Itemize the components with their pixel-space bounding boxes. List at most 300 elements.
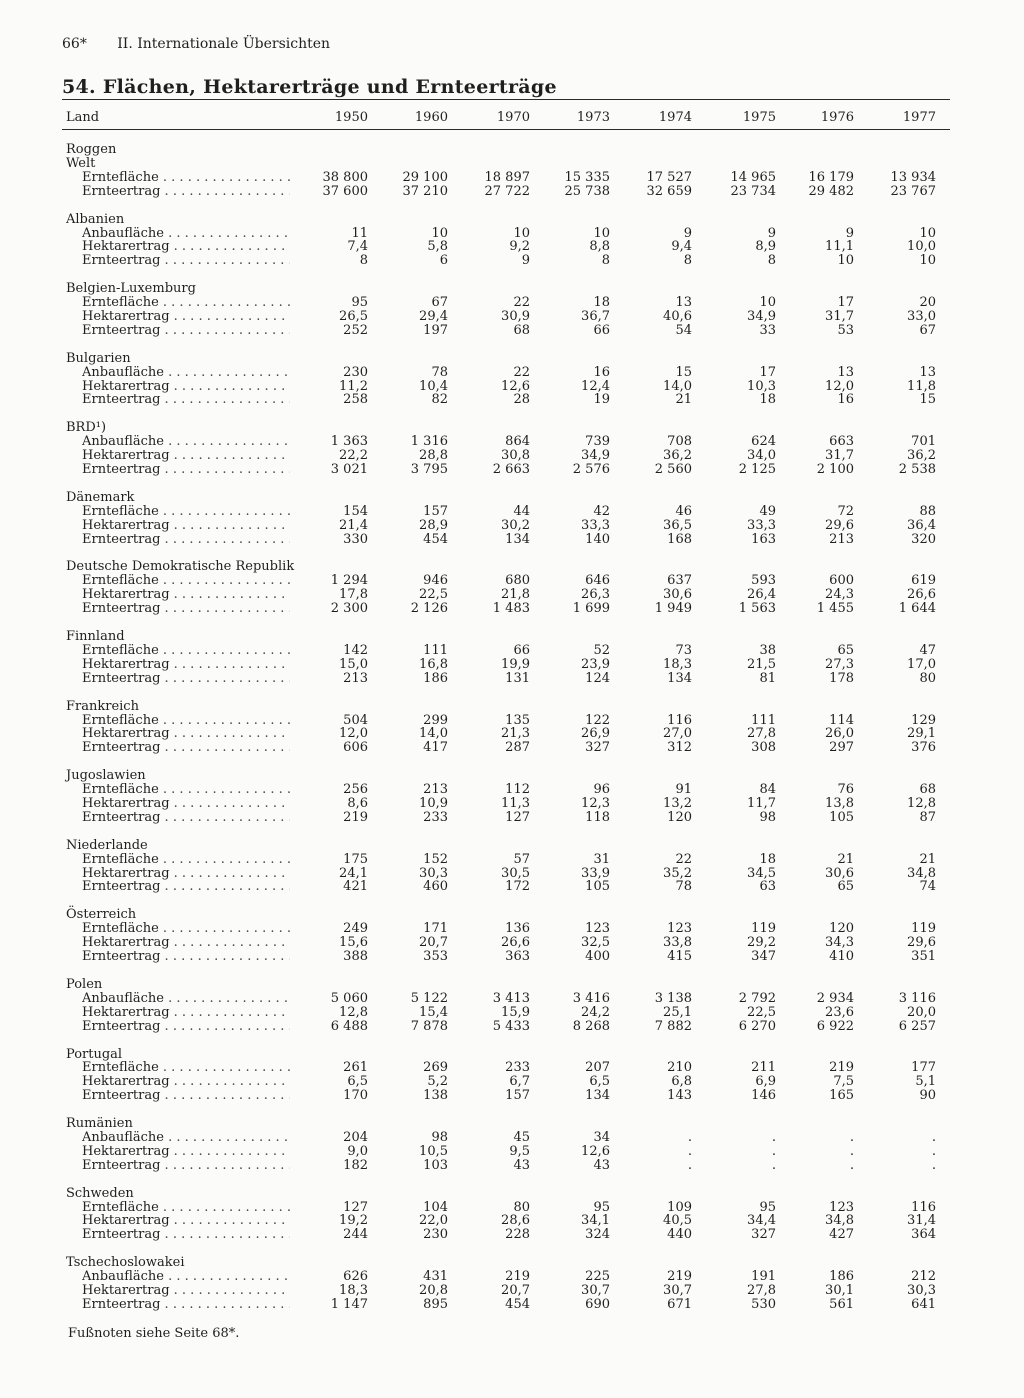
row-label: Ernteertrag . . . [82, 393, 290, 407]
year-header: 1975 [742, 110, 776, 125]
country-group [62, 978, 952, 1034]
row-label: Anbaufläche . . . [82, 1131, 290, 1145]
table-cell: 204 [343, 1130, 368, 1146]
table-cell: 431 [423, 1269, 448, 1285]
table-row [62, 296, 952, 310]
table-cell: 33,0 [907, 308, 936, 324]
year-header: 1973 [576, 110, 610, 125]
row-label: Ernteertrag . . . [82, 672, 290, 686]
table-row [62, 463, 952, 477]
table-cell: 606 [343, 740, 368, 756]
table-cell: . [771, 1130, 776, 1146]
table-cell: 31 [593, 851, 610, 867]
table-cell: 261 [343, 1060, 368, 1076]
table-cell: 10,5 [419, 1143, 448, 1159]
table-cell: 13,2 [663, 796, 692, 812]
country-group [62, 352, 952, 408]
table-cell: 12,4 [581, 378, 610, 394]
country-name: Welt [66, 155, 96, 171]
table-cell: 34,8 [825, 1213, 854, 1229]
table-row [62, 519, 952, 533]
table-cell: 31,7 [825, 448, 854, 464]
table-cell: 17,8 [339, 587, 368, 603]
row-label: Erntefläche . . . [82, 1201, 290, 1215]
table-cell: 123 [829, 1199, 854, 1215]
row-label: Ernteertrag . . . [82, 1020, 290, 1034]
country-group [62, 282, 952, 338]
table-cell: 19 [593, 392, 610, 408]
row-label: Ernteertrag . . . [82, 741, 290, 755]
table-cell: 136 [505, 921, 530, 937]
table-cell: 504 [343, 712, 368, 728]
table-cell: 8 [359, 253, 368, 269]
table-cell: 9 [683, 225, 692, 241]
table-cell: 27,8 [747, 1283, 776, 1299]
table-cell: 10 [431, 225, 448, 241]
table-cell: 80 [919, 670, 936, 686]
row-label: Anbaufläche . . . [82, 992, 290, 1006]
table-cell: 33 [759, 322, 776, 338]
table-cell: 105 [829, 809, 854, 825]
table-cell: 30,8 [501, 448, 530, 464]
table-cell: 12,6 [501, 378, 530, 394]
table-cell: 13 [837, 364, 854, 380]
table-cell: 249 [343, 921, 368, 937]
table-cell: 8 268 [572, 1018, 610, 1034]
table-cell: 9,0 [347, 1143, 368, 1159]
table-cell: 124 [585, 670, 610, 686]
country-name: Österreich [66, 907, 137, 923]
table-row [62, 380, 952, 394]
year-header: 1974 [658, 110, 692, 125]
table-cell: 23 734 [730, 183, 776, 199]
table-row [62, 936, 952, 950]
table-cell: 21 [919, 851, 936, 867]
table-cell: 10 [513, 225, 530, 241]
row-label: Hektarertrag . . . [82, 797, 290, 811]
table-row [62, 449, 952, 463]
table-cell: 24,1 [339, 865, 368, 881]
table-cell: 320 [911, 531, 936, 547]
table-cell: 119 [911, 921, 936, 937]
row-label: Hektarertrag . . . [82, 310, 290, 324]
table-cell: 32,5 [581, 935, 610, 951]
table-cell: 427 [829, 1227, 854, 1243]
table-cell: 13 934 [890, 169, 936, 185]
table-cell: . [849, 1130, 854, 1146]
table-cell: 388 [343, 949, 368, 965]
table-cell: 6,9 [755, 1074, 776, 1090]
table-row [62, 574, 952, 588]
table-cell: 20,8 [419, 1283, 448, 1299]
table-cell: 103 [423, 1157, 448, 1173]
table-cell: 34,9 [747, 308, 776, 324]
row-label: Erntefläche . . . [82, 1061, 290, 1075]
table-cell: 66 [593, 322, 610, 338]
table-cell: 182 [343, 1157, 368, 1173]
table-cell: 38 [759, 642, 776, 658]
row-label: Hektarertrag . . . [82, 588, 290, 602]
table-cell: 131 [505, 670, 530, 686]
table-cell: 111 [423, 642, 448, 658]
row-label: Hektarertrag . . . [82, 1214, 290, 1228]
table-cell: 31,4 [907, 1213, 936, 1229]
row-label: Hektarertrag . . . [82, 1284, 290, 1298]
table-cell: 210 [667, 1060, 692, 1076]
row-label: Ernteertrag . . . [82, 463, 290, 477]
country-name: Polen [66, 976, 103, 992]
table-row [62, 1159, 952, 1173]
table-cell: 25 738 [564, 183, 610, 199]
table-cell: 12,6 [581, 1143, 610, 1159]
table-cell: 14 965 [730, 169, 776, 185]
table-cell: 364 [911, 1227, 936, 1243]
table-cell: 105 [585, 879, 610, 895]
table-cell: 157 [505, 1088, 530, 1104]
table-cell: 27,8 [747, 726, 776, 742]
table-cell: 36,2 [907, 448, 936, 464]
table-cell: 600 [829, 573, 854, 589]
table-cell: 84 [759, 782, 776, 798]
table-cell: 252 [343, 322, 368, 338]
table-cell: 87 [919, 809, 936, 825]
row-label: Hektarertrag . . . [82, 658, 290, 672]
table-cell: 18,3 [339, 1283, 368, 1299]
table-cell: 23,9 [581, 656, 610, 672]
table-cell: 30,3 [419, 865, 448, 881]
table-cell: 36,7 [581, 308, 610, 324]
table-cell: 16 179 [808, 169, 854, 185]
table-cell: 114 [829, 712, 854, 728]
row-label: Hektarertrag . . . [82, 240, 290, 254]
table-row [62, 171, 952, 185]
table-cell: 127 [343, 1199, 368, 1215]
table-cell: 17,0 [907, 656, 936, 672]
table-cell: 22,5 [419, 587, 448, 603]
table-cell: 1 699 [572, 601, 610, 617]
year-header: 1960 [414, 110, 448, 125]
table-cell: 15,9 [501, 1004, 530, 1020]
table-cell: 646 [585, 573, 610, 589]
row-label: Hektarertrag . . . [82, 1075, 290, 1089]
table-cell: 163 [751, 531, 776, 547]
country-name: Portugal [66, 1046, 123, 1062]
table-cell: 624 [751, 434, 776, 450]
row-label: Anbaufläche . . . [82, 227, 290, 241]
table-cell: 12,0 [825, 378, 854, 394]
table-cell: 143 [667, 1088, 692, 1104]
table-cell: 6 488 [330, 1018, 368, 1034]
table-cell: 593 [751, 573, 776, 589]
table-cell: 219 [829, 1060, 854, 1076]
table-cell: 10,9 [419, 796, 448, 812]
table-cell: 211 [751, 1060, 776, 1076]
table-row [62, 853, 952, 867]
table-cell: . [687, 1157, 692, 1173]
table-cell: 116 [667, 712, 692, 728]
table-cell: 2 100 [816, 462, 854, 478]
table-cell: 111 [751, 712, 776, 728]
table-cell: 29 482 [808, 183, 854, 199]
table-row [62, 1214, 952, 1228]
table-cell: 30,6 [663, 587, 692, 603]
table-cell: 21,3 [501, 726, 530, 742]
table-row [62, 922, 952, 936]
table-cell: 29,1 [907, 726, 936, 742]
table-cell: 20,0 [907, 1004, 936, 1020]
table-cell: 178 [829, 670, 854, 686]
table-cell: 258 [343, 392, 368, 408]
table-row [62, 1131, 952, 1145]
table-cell: 1 644 [898, 601, 936, 617]
table-row [62, 880, 952, 894]
table-cell: 10 [837, 253, 854, 269]
table-cell: 31,7 [825, 308, 854, 324]
table-cell: 37 600 [322, 183, 368, 199]
table-cell: 43 [513, 1157, 530, 1173]
table-cell: 10,3 [747, 378, 776, 394]
table-cell: 6 922 [816, 1018, 854, 1034]
table-cell: 186 [829, 1269, 854, 1285]
crop-label: Roggen [66, 142, 117, 157]
row-label: Erntefläche . . . [82, 783, 290, 797]
table-cell: 410 [829, 949, 854, 965]
table-cell: 22 [675, 851, 692, 867]
table-cell: 30,9 [501, 308, 530, 324]
row-label: Anbaufläche . . . [82, 366, 290, 380]
table-cell: 1 949 [654, 601, 692, 617]
table-cell: 15 335 [564, 169, 610, 185]
table-row [62, 950, 952, 964]
table-row [62, 505, 952, 519]
table-cell: 6 [439, 253, 448, 269]
table-row [62, 1284, 952, 1298]
row-label: Hektarertrag . . . [82, 936, 290, 950]
table-cell: 30,7 [663, 1283, 692, 1299]
row-label: Erntefläche . . . [82, 505, 290, 519]
table-cell: 11,1 [825, 239, 854, 255]
table-cell: 74 [919, 879, 936, 895]
table-cell: 146 [751, 1088, 776, 1104]
table-cell: 12,8 [907, 796, 936, 812]
table-cell: 9 [521, 253, 530, 269]
table-cell: . [849, 1143, 854, 1159]
table-cell: 233 [423, 809, 448, 825]
table-cell: 109 [667, 1199, 692, 1215]
table-cell: 1 316 [410, 434, 448, 450]
table-cell: 112 [505, 782, 530, 798]
table-cell: 120 [667, 809, 692, 825]
table-cell: 5 060 [330, 990, 368, 1006]
table-cell: 30,5 [501, 865, 530, 881]
table-cell: 13 [675, 295, 692, 311]
country-group [62, 908, 952, 964]
row-label: Ernteertrag . . . [82, 1159, 290, 1173]
table-cell: 152 [423, 851, 448, 867]
table-cell: 18 897 [484, 169, 530, 185]
table-cell: 98 [759, 809, 776, 825]
row-label: Erntefläche . . . [82, 644, 290, 658]
table-cell: 197 [423, 322, 448, 338]
table-cell: 123 [667, 921, 692, 937]
table-cell: 19,2 [339, 1213, 368, 1229]
country-group [62, 213, 952, 269]
table-row [62, 1145, 952, 1159]
table-cell: 212 [911, 1269, 936, 1285]
table-cell: 9,2 [509, 239, 530, 255]
table-cell: 28,6 [501, 1213, 530, 1229]
table-cell: 12,0 [339, 726, 368, 742]
table-cell: 23,6 [825, 1004, 854, 1020]
table-cell: 67 [919, 322, 936, 338]
table-cell: 312 [667, 740, 692, 756]
table-row [62, 366, 952, 380]
table-cell: 36,2 [663, 448, 692, 464]
table-cell: 12,8 [339, 1004, 368, 1020]
table-cell: 376 [911, 740, 936, 756]
table-cell: 18 [759, 392, 776, 408]
table-row [62, 867, 952, 881]
table-row [62, 727, 952, 741]
country-group [62, 630, 952, 686]
table-cell: 400 [585, 949, 610, 965]
data-table [62, 143, 952, 1326]
table-cell: 230 [423, 1227, 448, 1243]
table-cell: 36,5 [663, 517, 692, 533]
table-cell: 22 [513, 295, 530, 311]
table-cell: 347 [751, 949, 776, 965]
table-cell: 82 [431, 392, 448, 408]
table-cell: 21,8 [501, 587, 530, 603]
table-cell: 171 [423, 921, 448, 937]
table-cell: 45 [513, 1130, 530, 1146]
table-cell: 18 [593, 295, 610, 311]
table-cell: 57 [513, 851, 530, 867]
table-cell: 81 [759, 670, 776, 686]
table-cell: 34,5 [747, 865, 776, 881]
table-cell: 14,0 [663, 378, 692, 394]
table-cell: 421 [343, 879, 368, 895]
table-cell: 213 [343, 670, 368, 686]
table-cell: 15 [675, 364, 692, 380]
table-cell: 46 [675, 503, 692, 519]
table-cell: 26,5 [339, 308, 368, 324]
table-cell: 21 [837, 851, 854, 867]
table-cell: 213 [423, 782, 448, 798]
table-cell: 2 663 [492, 462, 530, 478]
row-label: Erntefläche . . . [82, 714, 290, 728]
table-cell: 690 [585, 1296, 610, 1312]
table-row [62, 588, 952, 602]
row-label: Ernteertrag . . . [82, 602, 290, 616]
table-cell: 17 527 [646, 169, 692, 185]
table-cell: 175 [343, 851, 368, 867]
table-cell: 213 [829, 531, 854, 547]
table-cell: 27,3 [825, 656, 854, 672]
row-label: Erntefläche . . . [82, 171, 290, 185]
table-row [62, 1201, 952, 1215]
table-cell: 219 [667, 1269, 692, 1285]
table-cell: 72 [837, 503, 854, 519]
table-cell: 54 [675, 322, 692, 338]
table-row [62, 393, 952, 407]
table-cell: 63 [759, 879, 776, 895]
table-cell: 864 [505, 434, 530, 450]
table-row [62, 797, 952, 811]
page-number: 66* [62, 36, 87, 52]
table-cell: 30,1 [825, 1283, 854, 1299]
table-cell: 11,7 [747, 796, 776, 812]
table-row [62, 672, 952, 686]
table-cell: 30,7 [581, 1283, 610, 1299]
table-cell: 2 300 [330, 601, 368, 617]
table-cell: 32 659 [646, 183, 692, 199]
table-cell: 6,5 [589, 1074, 610, 1090]
table-cell: 7,4 [347, 239, 368, 255]
table-cell: 454 [505, 1296, 530, 1312]
table-cell: 36,4 [907, 517, 936, 533]
table-cell: 13,8 [825, 796, 854, 812]
table-cell: 123 [585, 921, 610, 937]
country-group [62, 839, 952, 895]
country-group [62, 421, 952, 477]
country-group [62, 1117, 952, 1173]
year-header: 1950 [334, 110, 368, 125]
table-row [62, 310, 952, 324]
table-cell: 5,8 [427, 239, 448, 255]
footnote: Fußnoten siehe Seite 68*. [68, 1326, 240, 1341]
table-cell: 118 [585, 809, 610, 825]
table-row [62, 1298, 952, 1312]
table-row [62, 254, 952, 268]
table-cell: 26,4 [747, 587, 776, 603]
table-cell: 154 [343, 503, 368, 519]
table-cell: 191 [751, 1269, 776, 1285]
table-cell: 26,9 [581, 726, 610, 742]
table-cell: 186 [423, 670, 448, 686]
table-cell: 2 576 [572, 462, 610, 478]
table-cell: 6,8 [671, 1074, 692, 1090]
table-cell: 28,9 [419, 517, 448, 533]
table-cell: 9,5 [509, 1143, 530, 1159]
table-cell: 641 [911, 1296, 936, 1312]
table-cell: 25,1 [663, 1004, 692, 1020]
table-cell: 19,9 [501, 656, 530, 672]
table-cell: 9,4 [671, 239, 692, 255]
table-cell: 626 [343, 1269, 368, 1285]
table-cell: 73 [675, 642, 692, 658]
table-cell: 38 800 [322, 169, 368, 185]
table-cell: 27 722 [484, 183, 530, 199]
table-cell: . [931, 1143, 936, 1159]
table-row [62, 227, 952, 241]
table-cell: 95 [759, 1199, 776, 1215]
table-cell: 6 257 [898, 1018, 936, 1034]
table-cell: 95 [593, 1199, 610, 1215]
table-cell: 96 [593, 782, 610, 798]
row-label: Ernteertrag . . . [82, 254, 290, 268]
table-cell: 135 [505, 712, 530, 728]
table-cell: 23 767 [890, 183, 936, 199]
row-label: Hektarertrag . . . [82, 519, 290, 533]
table-cell: 29,4 [419, 308, 448, 324]
table-cell: 95 [351, 295, 368, 311]
table-cell: 18 [759, 851, 776, 867]
table-cell: 297 [829, 740, 854, 756]
table-row [62, 658, 952, 672]
table-cell: 1 363 [330, 434, 368, 450]
table-cell: 225 [585, 1269, 610, 1285]
